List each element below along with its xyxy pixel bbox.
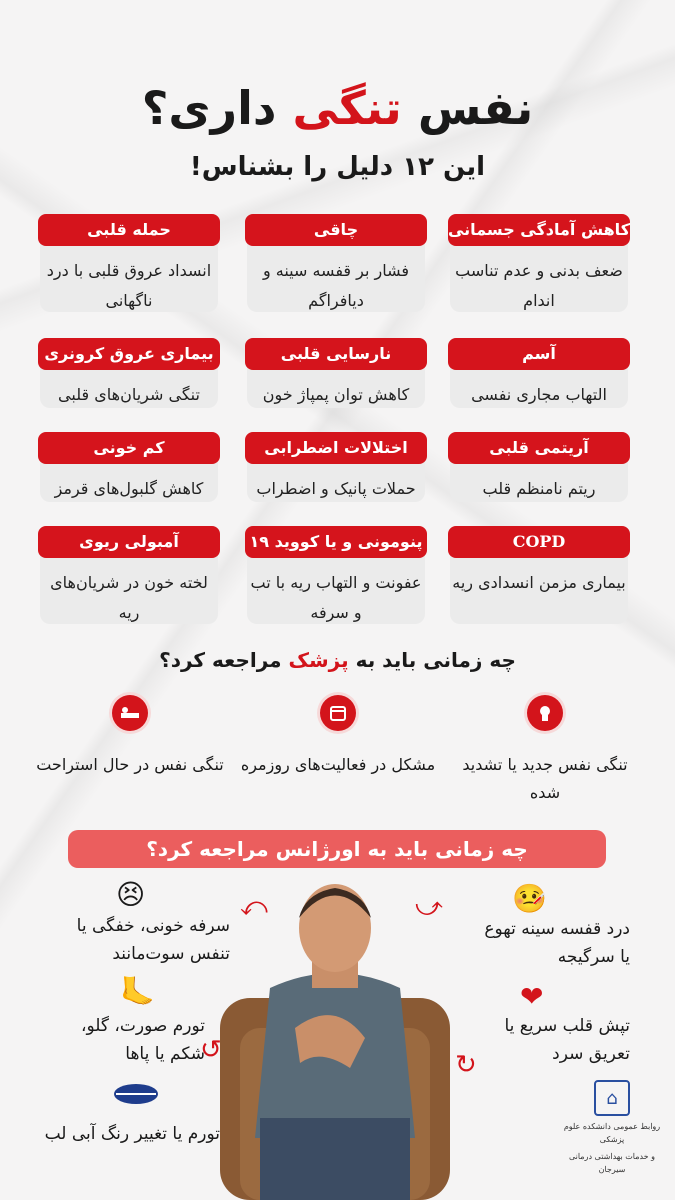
cause-desc: ریتم نامنظم قلب	[482, 479, 596, 498]
choking-person-icon: 😣	[116, 878, 146, 911]
cause-desc: کاهش توان پمپاژ خون	[262, 385, 410, 404]
cause-card	[40, 220, 218, 312]
arrow-left-icon: ⤺	[240, 892, 268, 922]
page-subtitle: این ۱۲ دلیل را بشناس!	[189, 152, 486, 182]
cause-title: اختلالات اضطرابی	[245, 432, 427, 464]
cause-title: حمله قلبی	[38, 214, 220, 246]
cause-card	[247, 220, 425, 312]
blue-lips-icon	[110, 1080, 162, 1115]
doctor-item-text: مشکل در فعالیت‌های روزمره	[240, 755, 436, 774]
doctor-title-highlight: پزشک	[288, 648, 349, 672]
arrow-right-icon: ⤻	[415, 892, 443, 922]
cause-card	[450, 344, 628, 408]
university-emblem-icon: ⌂	[594, 1080, 630, 1116]
curl-arrow-right-icon: ↻	[455, 1050, 477, 1080]
cause-card	[448, 220, 630, 312]
heartbeat-icon: ❤	[520, 980, 544, 1013]
logo-text-1: روابط عمومی دانشکده علوم پزشکی	[563, 1122, 661, 1144]
cause-desc: کاهش گلبول‌های قرمز	[54, 479, 204, 498]
cause-card	[247, 344, 425, 408]
new-breathing-icon	[527, 695, 563, 731]
title-part-2: داری؟	[141, 81, 293, 135]
cause-card	[450, 438, 628, 502]
page-title	[0, 78, 675, 138]
doctor-title-part-1: چه زمانی باید به	[348, 648, 516, 672]
doctor-item-text: تنگی نفس جدید یا تشدید شده	[462, 755, 628, 802]
er-symptom: تورم صورت، گلو، شکم یا پاها	[81, 1016, 205, 1064]
cause-title: آریتمی قلبی	[448, 432, 630, 464]
university-logo	[562, 1080, 662, 1176]
cause-title: COPD	[448, 526, 630, 558]
curl-arrow-left-icon: ↺	[200, 1035, 222, 1065]
cause-card	[450, 532, 628, 624]
doctor-item-text: تنگی نفس در حال استراحت	[36, 755, 224, 774]
cause-title: آمبولی ریوی	[38, 526, 220, 558]
person-coughing-illustration	[200, 878, 470, 1200]
er-symptom: سرفه خونی، خفگی یا تنفس سوت‌مانند	[76, 916, 230, 964]
cause-card	[247, 438, 425, 502]
title-highlight: تنگی	[292, 81, 402, 135]
cause-title: چاقی	[245, 214, 427, 246]
cause-title: پنومونی و یا کووید ۱۹	[245, 526, 427, 558]
cause-card	[40, 532, 218, 624]
er-section-banner: چه زمانی باید به اورژانس مراجعه کرد؟	[68, 830, 606, 868]
cause-card	[40, 344, 218, 408]
doctor-item	[445, 695, 645, 807]
resting-icon	[112, 695, 148, 731]
cause-title: کاهش آمادگی جسمانی	[448, 214, 630, 246]
cause-title: بیماری عروق کرونری	[38, 338, 220, 370]
cause-desc: بیماری مزمن انسدادی ریه	[452, 573, 626, 592]
doctor-item	[30, 695, 230, 779]
doctor-item	[238, 695, 438, 779]
cause-desc: التهاب مجاری نفسی	[471, 385, 607, 404]
cause-desc: عفونت و التهاب ریه با تب و سرفه	[250, 573, 422, 622]
calendar-icon	[320, 695, 356, 731]
logo-text-2: و خدمات بهداشتی درمانی سیرجان	[568, 1152, 656, 1174]
cause-title: نارسایی قلبی	[245, 338, 427, 370]
er-symptom: تورم یا تغییر رنگ آبی لب	[44, 1124, 220, 1144]
cause-title: آسم	[448, 338, 630, 370]
title-part-1: نفس	[401, 81, 534, 135]
cause-desc: حملات پانیک و اضطراب	[256, 479, 416, 498]
er-symptom: تپش قلب سریع یا تعریق سرد	[504, 1016, 630, 1064]
doctor-section-title	[0, 648, 675, 672]
chest-pain-icon: 🤒	[512, 882, 547, 915]
cause-desc: تنگی شریان‌های قلبی	[58, 385, 200, 404]
er-symptom: درد قفسه سینه تهوع یا سرگیجه	[484, 919, 630, 967]
cause-desc: انسداد عروق قلبی با درد ناگهانی	[46, 261, 212, 310]
cause-desc: ضعف بدنی و عدم تناسب اندام	[455, 261, 623, 310]
cause-desc: فشار بر قفسه سینه و دیافراگم	[262, 261, 410, 310]
doctor-title-part-2: مراجعه کرد؟	[159, 648, 289, 672]
cause-title: کم خونی	[38, 432, 220, 464]
cause-card	[247, 532, 425, 624]
cause-card	[40, 438, 218, 502]
swollen-foot-icon: 🦶	[120, 975, 155, 1008]
cause-desc: لخته خون در شریان‌های ریه	[50, 573, 208, 622]
